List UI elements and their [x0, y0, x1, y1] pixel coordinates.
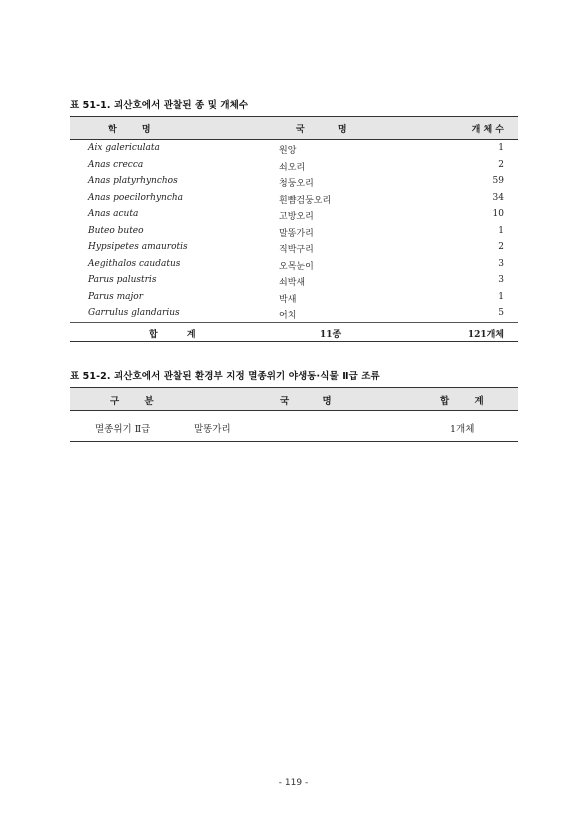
individual-count: 59: [492, 176, 504, 186]
scientific-name: Buteo buteo: [88, 225, 144, 236]
table-row: [70, 190, 518, 207]
header-total: 합 계: [440, 396, 484, 407]
individual-count: 1: [498, 143, 504, 153]
scientific-name: Aix galericulata: [88, 143, 160, 153]
korean-name: 원앙: [279, 146, 297, 156]
table-row: [70, 140, 518, 157]
korean-name: 쇠오리: [279, 162, 306, 173]
total-species: 11종: [320, 329, 342, 340]
row-total: 1개체: [450, 424, 475, 435]
individual-count: 34: [492, 192, 504, 203]
species-table-total-row: [70, 322, 518, 342]
table-row: [70, 223, 518, 240]
endangered-table-row: [70, 411, 518, 442]
scientific-name: Garrulus glandarius: [88, 308, 180, 318]
row-korean-name: 말똥가리: [194, 424, 231, 435]
table-row: [70, 173, 518, 190]
table-row: [70, 272, 518, 289]
scientific-name: Parus palustris: [88, 275, 157, 285]
species-table: [70, 116, 518, 342]
korean-name: 말똥가리: [279, 228, 314, 239]
endangered-table-header: [70, 387, 518, 411]
korean-name: 흰뺨검둥오리: [279, 195, 332, 206]
total-label: 합 계: [149, 329, 196, 340]
total-individuals: 121개체: [467, 329, 504, 340]
individual-count: 10: [492, 209, 504, 219]
scientific-name: Hypsipetes amaurotis: [88, 242, 188, 252]
table2-caption: 표 51-2. 괴산호에서 관찰된 환경부 지정 멸종위기 야생동·식물 Ⅱ급 조류: [70, 371, 380, 382]
korean-name: 직박구리: [279, 245, 314, 255]
header-korean-name: 국 명: [296, 125, 347, 135]
species-table-body: [70, 140, 518, 322]
scientific-name: Parus major: [88, 291, 144, 302]
table-row: [70, 305, 518, 322]
scientific-name: Anas platyrhynchos: [88, 176, 178, 186]
korean-name: 청둥오리: [279, 179, 314, 189]
individual-count: 2: [498, 242, 504, 252]
row-category: 멸종위기 Ⅱ급: [95, 424, 151, 435]
table-row: [70, 289, 518, 306]
header-count: 개 체 수: [471, 125, 504, 135]
scientific-name: Aegithalos caudatus: [88, 258, 181, 269]
korean-name: 쇠박새: [279, 278, 306, 288]
korean-name: 박새: [279, 294, 297, 305]
header-korean-name: 국 명: [280, 396, 332, 407]
scientific-name: Anas poecilorhyncha: [88, 192, 184, 203]
table-row: [70, 256, 518, 273]
table-row: [70, 239, 518, 256]
table1-caption: 표 51-1. 괴산호에서 관찰된 종 및 개체수: [70, 100, 249, 111]
korean-name: 고방오리: [279, 212, 314, 222]
individual-count: 1: [498, 291, 504, 302]
scientific-name: Anas crecca: [88, 159, 144, 170]
korean-name: 오목눈이: [279, 261, 314, 272]
header-category: 구 분: [110, 396, 154, 407]
individual-count: 3: [498, 275, 504, 285]
individual-count: 1: [498, 225, 504, 236]
header-scientific-name: 학 명: [108, 125, 151, 135]
species-table-header: [70, 116, 518, 140]
endangered-table: [70, 387, 518, 442]
page-number: - 119 -: [278, 778, 309, 788]
individual-count: 2: [498, 159, 504, 170]
scientific-name: Anas acuta: [88, 209, 139, 219]
table-row: [70, 206, 518, 223]
table-row: [70, 157, 518, 174]
individual-count: 3: [498, 258, 504, 269]
korean-name: 어치: [279, 311, 297, 321]
individual-count: 5: [498, 308, 504, 318]
